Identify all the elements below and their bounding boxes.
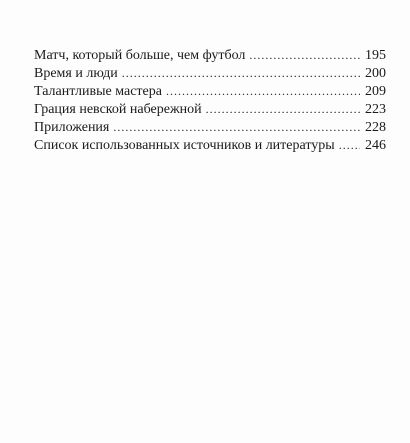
toc-entry	[34, 100, 386, 118]
toc-entry-page-number: 223	[365, 102, 386, 117]
toc-entry	[34, 82, 386, 100]
toc-entry-title: Время и люди	[34, 66, 118, 81]
table-of-contents	[34, 46, 386, 154]
toc-entry-page-number: 195	[365, 48, 386, 63]
dot-leader	[113, 118, 360, 136]
dot-leader	[339, 136, 360, 154]
dot-leader	[166, 82, 360, 100]
dot-leader	[249, 46, 360, 64]
dot-leader	[122, 64, 360, 82]
toc-entry	[34, 118, 386, 136]
toc-entry-title: Матч, который больше, чем футбол	[34, 48, 246, 63]
toc-entry-title: Талантливые мастера	[34, 84, 162, 99]
toc-entry-page-number: 200	[365, 66, 386, 81]
toc-entry-title: Список использованных источников и литературы	[34, 138, 335, 153]
toc-entry-title: Приложения	[34, 120, 110, 135]
dot-leader	[206, 100, 360, 118]
toc-entry-title: Грация невской набережной	[34, 102, 202, 117]
toc-entry	[34, 136, 386, 154]
toc-entry-page-number: 209	[365, 84, 386, 99]
toc-entry-page-number: 246	[365, 138, 386, 153]
toc-entry-page-number: 228	[365, 120, 386, 135]
toc-entry	[34, 46, 386, 64]
toc-entry	[34, 64, 386, 82]
